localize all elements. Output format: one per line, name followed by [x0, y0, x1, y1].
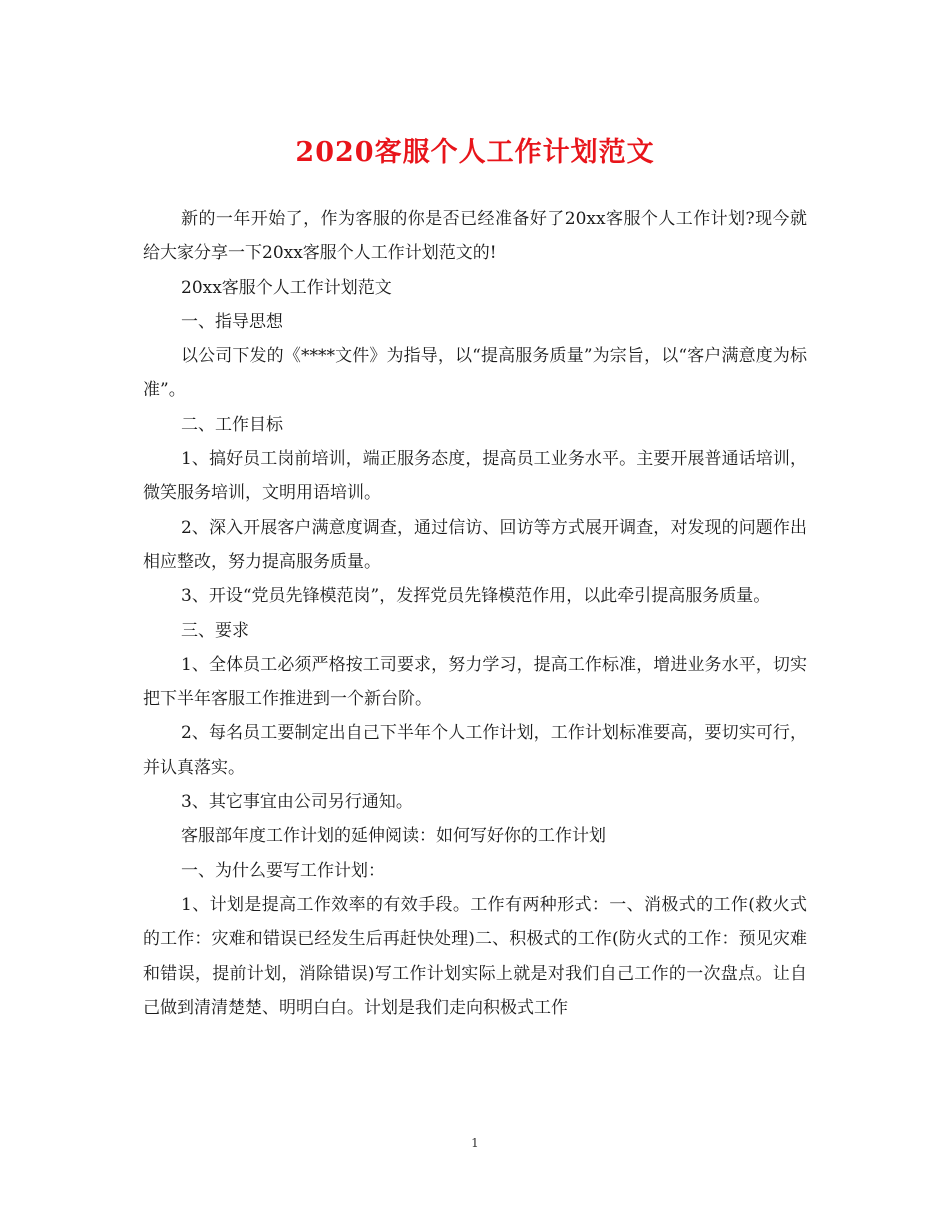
paragraph: 1、搞好员工岗前培训，端正服务态度，提高员工业务水平。主要开展普通话培训，微笑服务培训，文明用语培训。: [143, 449, 807, 504]
paragraph: 3、开设“党员先锋模范岗”，发挥党员先锋模范作用，以此牵引提高服务质量。: [181, 586, 771, 607]
paragraph-subtitle: 20xx客服个人工作计划范文: [181, 277, 392, 298]
paragraph: 3、其它事宜由公司另行通知。: [181, 792, 413, 813]
paragraph-extended-reading: 客服部年度工作计划的延伸阅读：如何写好你的工作计划: [181, 826, 606, 847]
section-heading-work-goals: 二、工作目标: [181, 414, 283, 435]
paragraph: 2、深入开展客户满意度调查，通过信访、回访等方式展开调查，对发现的问题作出相应整改，努力提高服务质量。: [143, 517, 807, 572]
paragraph: 1、全体员工必须严格按工司要求，努力学习，提高工作标准，增进业务水平，切实把下半年客服工作推进到一个新台阶。: [143, 654, 807, 710]
document-title: 2020客服个人工作计划范文: [295, 137, 655, 168]
page-number: 1: [471, 1136, 479, 1150]
paragraph-intro: 新的一年开始了，作为客服的你是否已经准备好了20xx客服个人工作计划?现今就给大家分享一下20xx客服个人工作计划范文的!: [143, 209, 807, 264]
document-body: [143, 202, 807, 1025]
paragraph: 2、每名员工要制定出自己下半年个人工作计划，工作计划标准要高，要切实可行，并认真落实。: [143, 723, 807, 778]
paragraph: 1、计划是提高工作效率的有效手段。工作有两种形式：一、消极式的工作(救火式的工作：灾难和错误已经发生后再赶快处理)二、积极式的工作(防火式的工作：预见灾难和错误，提前计划，消除错误)写工作计划实际上就是对我们自己工作的一次盘点。让自己做到清清楚楚、明明白白。计划是我们走向积极式工作: [143, 894, 807, 1018]
section-heading-guiding-thought: 一、指导思想: [181, 311, 283, 332]
section-heading-why-plan: 一、为什么要写工作计划：: [181, 860, 385, 881]
paragraph: 以公司下发的《****文件》为指导，以“提高服务质量”为宗旨，以“客户满意度为标准”。: [143, 346, 807, 401]
section-heading-requirements: 三、要求: [181, 620, 249, 641]
